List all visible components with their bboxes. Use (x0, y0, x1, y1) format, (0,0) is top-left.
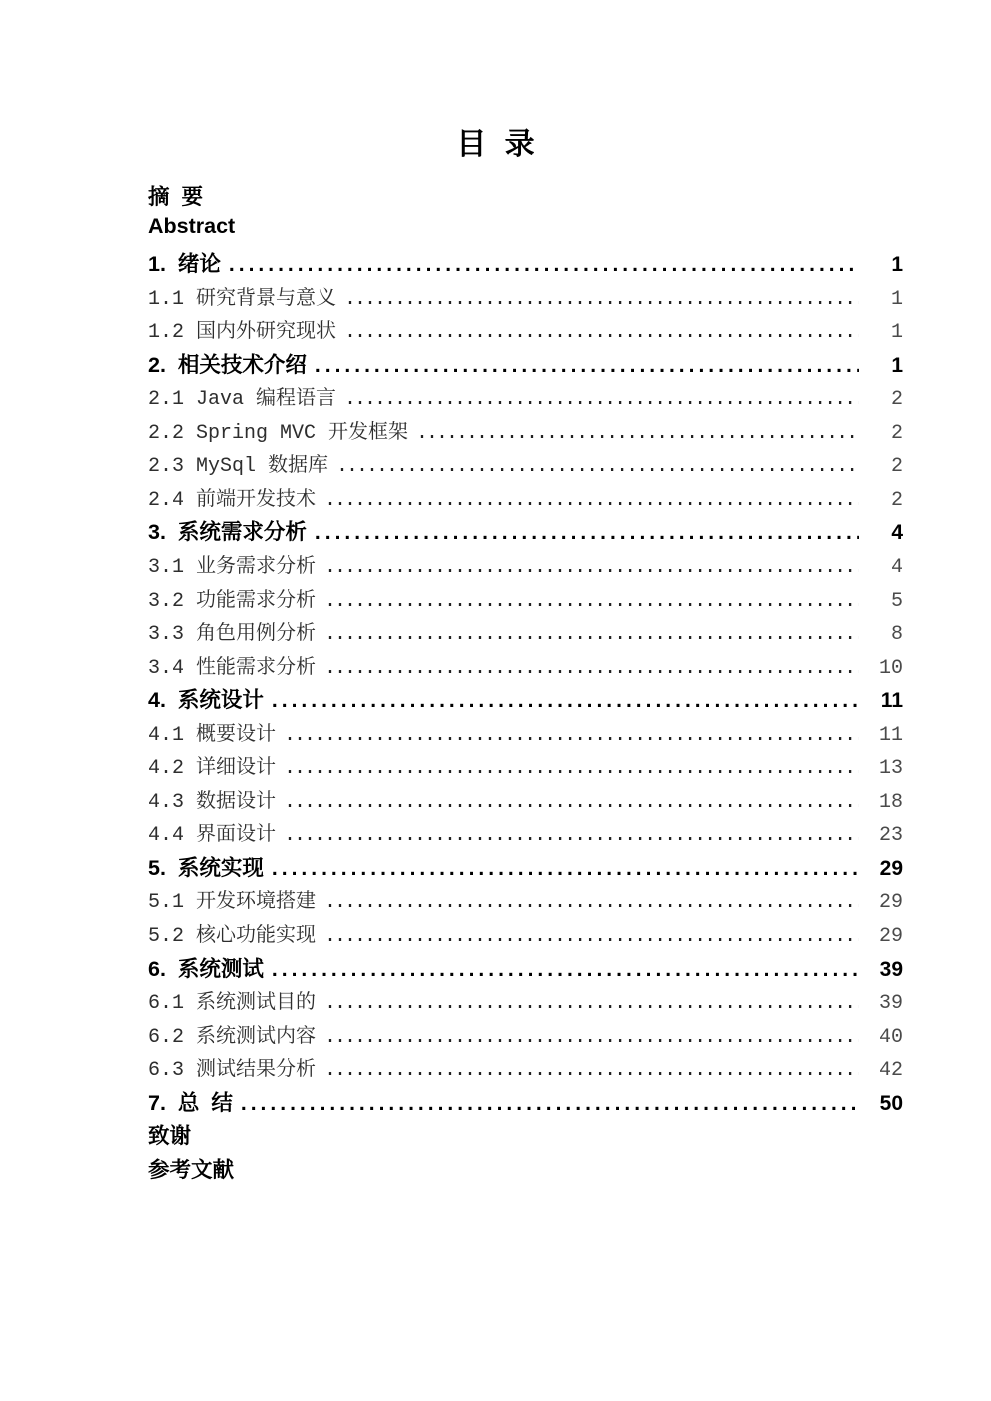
toc-entry (148, 277, 903, 311)
dot-leader (284, 824, 859, 847)
toc-entry (148, 646, 903, 680)
dot-leader (324, 1026, 859, 1049)
toc-entry-page: 29 (878, 891, 903, 915)
dot-leader (324, 891, 859, 914)
dot-leader (416, 422, 859, 445)
toc-entry-page: 39 (879, 957, 903, 981)
toc-entry-label: 6. 系统测试 (148, 956, 264, 981)
dot-leader (241, 1092, 859, 1116)
toc-entry-page: 11 (880, 689, 903, 713)
dot-leader (272, 689, 859, 713)
toc-entry-label: 5.1 开发环境搭建 (148, 891, 317, 915)
toc-entry (148, 478, 903, 512)
toc-entry-label: 3.1 业务需求分析 (148, 556, 317, 580)
toc-entry-page: 4 (891, 521, 903, 545)
toc-entry (148, 545, 903, 579)
toc-entry (148, 377, 903, 411)
dot-leader (284, 791, 859, 814)
toc-entry-label: 4.4 界面设计 (148, 824, 277, 848)
dot-leader (284, 757, 859, 780)
toc-entry-page: 29 (878, 925, 903, 949)
toc-entry (148, 210, 903, 244)
toc-entry-page: 39 (878, 992, 903, 1016)
dot-leader (324, 623, 859, 646)
toc-entry-label: 2.1 Java 编程语言 (148, 388, 337, 412)
toc-entry-label: 5.2 核心功能实现 (148, 925, 317, 949)
toc-entry (148, 847, 903, 881)
toc-entry-page: 40 (878, 1025, 903, 1049)
toc-entry-label: 3. 系统需求分析 (148, 520, 307, 545)
toc-entry-page: 1 (890, 287, 903, 311)
toc-entry-label: 参考文献 (148, 1157, 235, 1182)
toc-entry-label: 1. 绪论 (148, 252, 221, 277)
toc-entry-label: 4. 系统设计 (148, 688, 264, 713)
toc-entry (148, 310, 903, 344)
toc-entry (148, 1149, 903, 1183)
toc-entry (148, 1015, 903, 1049)
toc-entry-label: 4.2 详细设计 (148, 757, 277, 781)
toc-entry-label: 1.2 国内外研究现状 (148, 321, 337, 345)
toc-list (148, 176, 903, 1182)
dot-leader (324, 1059, 859, 1082)
dot-leader (324, 590, 859, 613)
toc-entry-label: 4.1 概要设计 (148, 723, 277, 747)
toc-entry-label: 4.3 数据设计 (148, 790, 277, 814)
toc-entry-page: 2 (890, 455, 903, 479)
toc-entry-label: 摘 要 (148, 185, 203, 209)
toc-entry (148, 813, 903, 847)
toc-entry (148, 411, 903, 445)
toc-entry-label: 2.4 前端开发技术 (148, 488, 317, 512)
toc-entry-page: 1 (891, 253, 903, 277)
toc-entry (148, 344, 903, 378)
toc-entry (148, 243, 903, 277)
toc-entry-page: 1 (891, 353, 903, 377)
toc-entry (148, 1048, 903, 1082)
dot-leader (315, 354, 859, 378)
dot-leader (344, 288, 859, 311)
toc-entry-page: 50 (879, 1091, 903, 1115)
toc-entry (148, 444, 903, 478)
toc-entry-label: 2.3 MySql 数据库 (148, 455, 329, 479)
toc-entry (148, 679, 903, 713)
dot-leader (315, 521, 859, 545)
toc-entry-page: 2 (890, 388, 903, 412)
dot-leader (324, 992, 859, 1015)
toc-entry-page: 42 (878, 1059, 903, 1083)
toc-entry-page: 1 (890, 321, 903, 345)
toc-entry-page: 5 (890, 589, 903, 613)
dot-leader (324, 925, 859, 948)
toc-entry (148, 780, 903, 814)
dot-leader (336, 455, 859, 478)
toc-entry-label: Abstract (148, 213, 236, 238)
toc-entry-page: 11 (878, 723, 903, 747)
toc-entry (148, 176, 903, 210)
dot-leader (344, 321, 859, 344)
toc-entry-page: 2 (890, 421, 903, 445)
toc-entry-label: 6.3 测试结果分析 (148, 1059, 317, 1083)
toc-entry-page: 4 (890, 556, 903, 580)
toc-entry-page: 2 (890, 488, 903, 512)
dot-leader (284, 724, 859, 747)
toc-entry-page: 13 (878, 757, 903, 781)
toc-entry (148, 612, 903, 646)
toc-entry-label: 6.2 系统测试内容 (148, 1025, 317, 1049)
toc-entry-label: 1.1 研究背景与意义 (148, 287, 337, 311)
dot-leader (272, 857, 859, 881)
toc-entry-label: 7. 总 结 (148, 1090, 233, 1115)
toc-entry-page: 10 (878, 656, 903, 680)
toc-entry-page: 23 (878, 824, 903, 848)
toc-entry (148, 948, 903, 982)
toc-entry (148, 746, 903, 780)
toc-entry (148, 880, 903, 914)
toc-entry-label: 6.1 系统测试目的 (148, 992, 317, 1016)
toc-entry (148, 914, 903, 948)
toc-entry (148, 511, 903, 545)
toc-entry-label: 3.2 功能需求分析 (148, 589, 317, 613)
toc-entry (148, 1115, 903, 1149)
toc-entry (148, 579, 903, 613)
toc-entry-page: 8 (890, 623, 903, 647)
toc-entry-label: 3.4 性能需求分析 (148, 656, 317, 680)
page-title: 目 录 (456, 128, 535, 161)
toc-entry-page: 29 (879, 856, 903, 880)
toc-entry-label: 2. 相关技术介绍 (148, 352, 307, 377)
toc-entry-label: 2.2 Spring MVC 开发框架 (148, 421, 409, 445)
toc-entry (148, 981, 903, 1015)
toc-entry-label: 致谢 (148, 1124, 192, 1149)
toc-entry-page: 18 (878, 790, 903, 814)
dot-leader (344, 388, 859, 411)
toc-entry (148, 1082, 903, 1116)
dot-leader (324, 489, 859, 512)
dot-leader (272, 958, 859, 982)
toc-entry-label: 3.3 角色用例分析 (148, 623, 317, 647)
toc-entry (148, 713, 903, 747)
dot-leader (229, 253, 859, 277)
toc-entry-label: 5. 系统实现 (148, 855, 264, 880)
dot-leader (324, 657, 859, 680)
dot-leader (324, 556, 859, 579)
